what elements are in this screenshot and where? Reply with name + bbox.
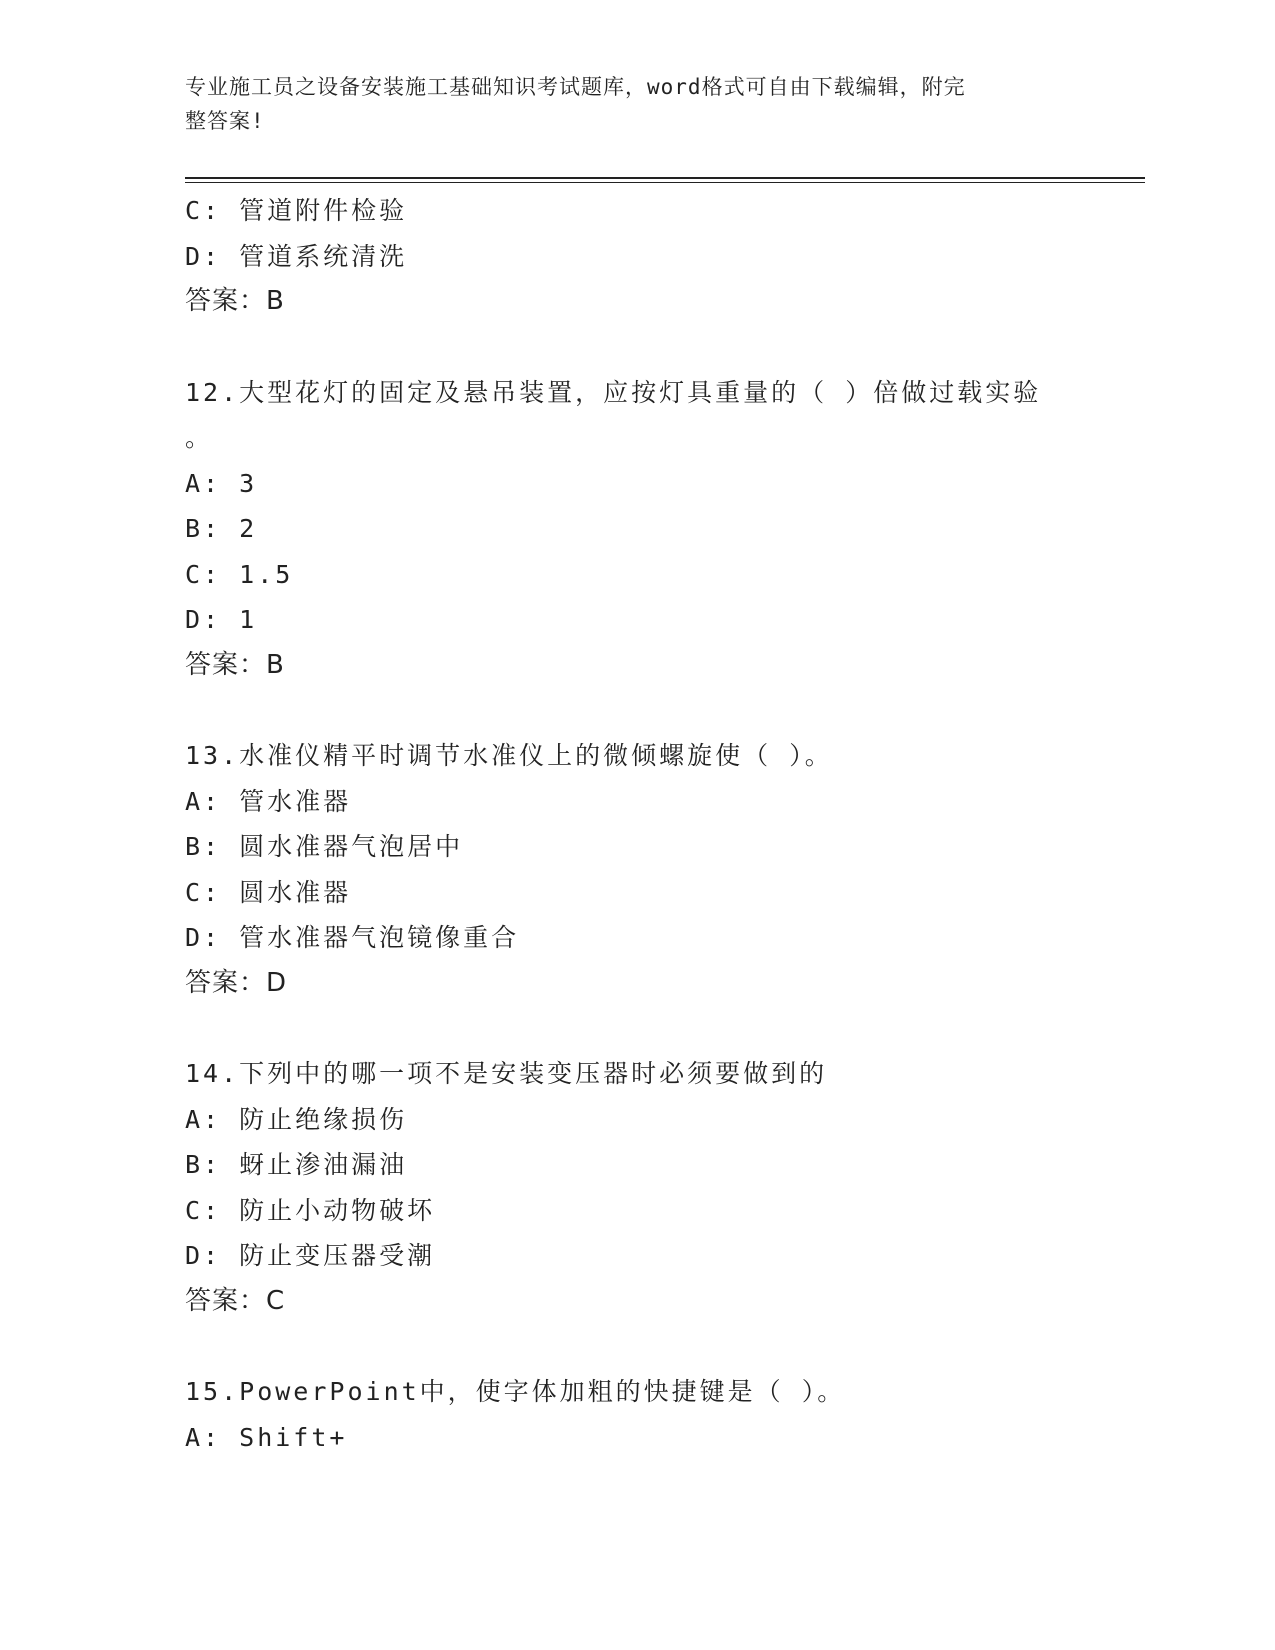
question-stem: 13.水准仪精平时调节水准仪上的微倾螺旋使（ ）。 bbox=[185, 741, 833, 770]
answer: 答案：B bbox=[185, 286, 285, 316]
option-c: C: 圆水准器 bbox=[185, 877, 352, 907]
header-divider-thick bbox=[185, 177, 1145, 179]
question-list bbox=[185, 188, 1125, 1460]
question-13 bbox=[185, 733, 1125, 1006]
option-d: D: 1 bbox=[185, 605, 258, 634]
option-b: B: 蚜止渗油漏油 bbox=[185, 1150, 408, 1179]
header-divider-thin bbox=[185, 182, 1145, 183]
question-stem-continued: 。 bbox=[185, 423, 214, 452]
option-a: A: 防止绝缘损伤 bbox=[185, 1104, 408, 1134]
header-line-2: 整答案! bbox=[185, 109, 265, 133]
option-b: B: 圆水准器气泡居中 bbox=[185, 832, 464, 861]
question-stem: 12.大型花灯的固定及悬吊装置，应按灯具重量的（ ）倍做过载实验 bbox=[185, 377, 1042, 407]
question-11-tail bbox=[185, 188, 1125, 325]
option-a: A: 管水准器 bbox=[185, 786, 352, 816]
option-d: D: 管水准器气泡镜像重合 bbox=[185, 923, 520, 952]
question-15 bbox=[185, 1369, 1125, 1460]
option-c: C: 管道附件检验 bbox=[185, 196, 408, 225]
header-line-1: 专业施工员之设备安装施工基础知识考试题库，word格式可自由下载编辑，附完 bbox=[185, 75, 966, 99]
question-stem: 15.PowerPoint中，使字体加粗的快捷键是（ ）。 bbox=[185, 1377, 846, 1406]
option-c: C: 1.5 bbox=[185, 559, 294, 589]
option-a: A: 3 bbox=[185, 468, 258, 498]
option-a: A: Shift+ bbox=[185, 1422, 348, 1452]
option-d: D: 防止变压器受潮 bbox=[185, 1241, 436, 1270]
answer: 答案：C bbox=[185, 1285, 286, 1316]
option-b: B: 2 bbox=[185, 514, 258, 543]
question-12 bbox=[185, 370, 1125, 689]
document-header bbox=[185, 70, 1065, 138]
answer: 答案：D bbox=[185, 967, 288, 998]
question-stem: 14.下列中的哪一项不是安装变压器时必须要做到的 bbox=[185, 1059, 828, 1088]
option-c: C: 防止小动物破坏 bbox=[185, 1195, 436, 1225]
answer: 答案：B bbox=[185, 649, 285, 680]
question-14 bbox=[185, 1051, 1125, 1324]
option-d: D: 管道系统清洗 bbox=[185, 241, 408, 271]
